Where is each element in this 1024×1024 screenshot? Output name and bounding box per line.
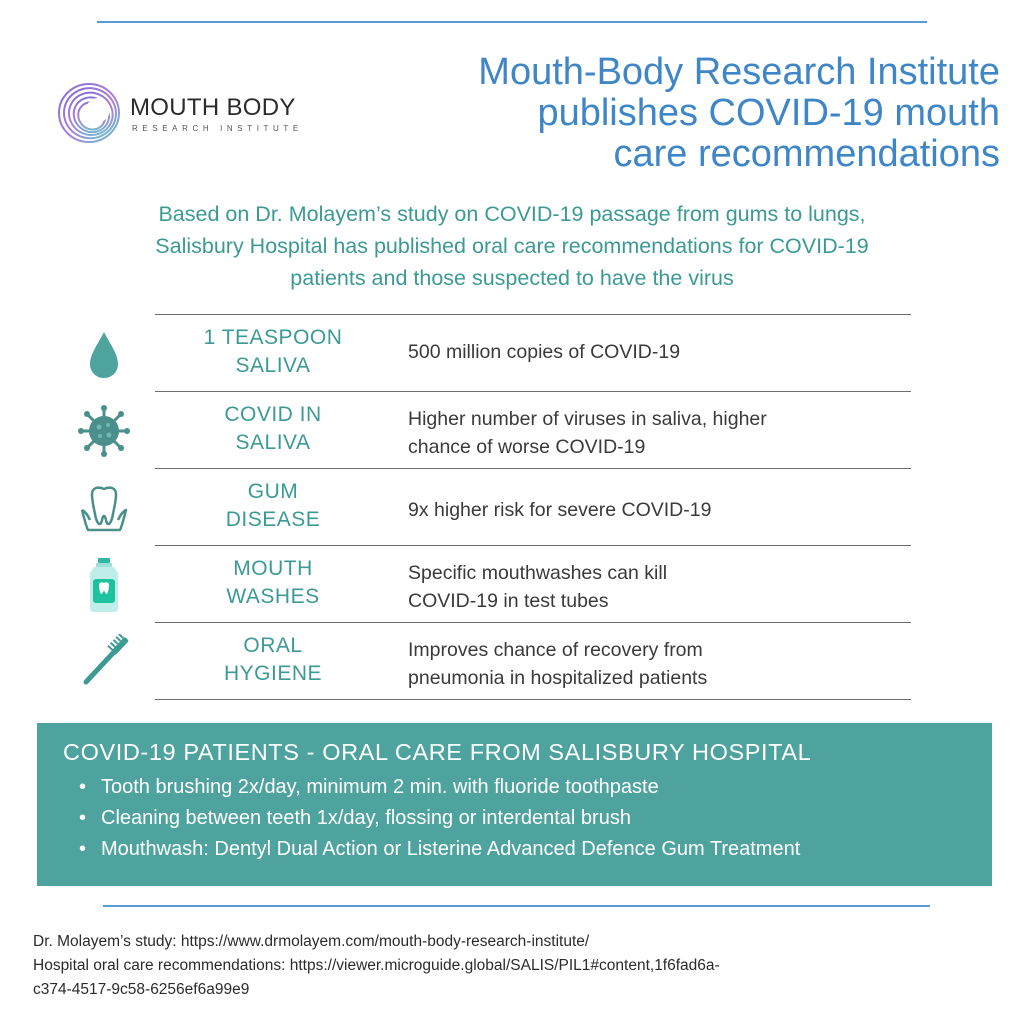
row-divider <box>155 314 911 315</box>
fact-description-line: Specific mouthwashes can kill <box>408 562 668 584</box>
care-list-item: • Tooth brushing 2x/day, minimum 2 min. with fluoride toothpaste <box>63 772 992 803</box>
references <box>33 930 993 1002</box>
row-divider <box>155 545 911 546</box>
reference-line: Dr. Molayem’s study: https://www.drmolayem.com/mouth-body-research-institute/ <box>33 933 590 950</box>
tooth-gum-icon <box>76 480 132 536</box>
fact-label-line: MOUTH <box>233 557 313 580</box>
fact-description-line: 9x higher risk for severe COVID-19 <box>408 499 712 521</box>
logo-name: MOUTH BODY <box>130 94 296 121</box>
reference-line: Hospital oral care recommendations: https://viewer.microguide.global/SALIS/PIL1#content,1f6fad6a- <box>33 957 720 974</box>
fact-label <box>175 324 371 380</box>
fact-description-line: pneumonia in hospitalized patients <box>408 667 708 689</box>
fact-row <box>0 314 1024 391</box>
intro-text <box>30 198 994 294</box>
fact-label-line: SALIVA <box>235 354 311 377</box>
logo-swirl-icon <box>56 80 122 146</box>
intro-line: patients and those suspected to have the virus <box>290 266 734 290</box>
fact-label-line: ORAL <box>243 634 303 657</box>
droplet-icon <box>76 326 132 382</box>
fact-description-line: chance of worse COVID-19 <box>408 436 646 458</box>
fact-description-line: COVID-19 in test tubes <box>408 590 609 612</box>
fact-description <box>408 636 908 692</box>
headline <box>340 52 1000 175</box>
fact-row <box>0 391 1024 468</box>
fact-label-line: SALIVA <box>235 431 311 454</box>
fact-label-line: GUM <box>247 480 299 503</box>
toothbrush-icon <box>76 634 132 690</box>
row-divider <box>155 468 911 469</box>
fact-description-line: 500 million copies of COVID-19 <box>408 341 681 363</box>
fact-description <box>408 496 908 524</box>
fact-description <box>408 405 908 461</box>
headline-line: publishes COVID-19 mouth <box>537 92 1000 134</box>
fact-row <box>0 468 1024 545</box>
care-list-item: • Cleaning between teeth 1x/day, flossing or interdental brush <box>63 803 992 834</box>
fact-label <box>175 555 371 611</box>
fact-label-line: DISEASE <box>225 508 321 531</box>
fact-label-line: 1 TEASPOON <box>203 326 343 349</box>
headline-line: care recommendations <box>613 133 1000 175</box>
logo <box>56 80 326 144</box>
fact-description-line: Higher number of viruses in saliva, higher <box>408 408 767 430</box>
care-list-item: • Mouthwash: Dentyl Dual Action or Listerine Advanced Defence Gum Treatment <box>63 834 992 865</box>
care-panel <box>37 723 992 886</box>
row-divider <box>155 391 911 392</box>
intro-line: Based on Dr. Molayem’s study on COVID-19 passage from gums to lungs, <box>158 202 866 226</box>
top-divider <box>97 21 927 23</box>
fact-description <box>408 559 908 615</box>
fact-label-line: COVID IN <box>224 403 322 426</box>
headline-line: Mouth-Body Research Institute <box>478 51 1000 93</box>
fact-description-line: Improves chance of recovery from <box>408 639 703 661</box>
row-divider <box>155 699 911 700</box>
virus-icon <box>76 403 132 459</box>
fact-label <box>175 401 371 457</box>
fact-row <box>0 545 1024 622</box>
care-list <box>63 772 992 865</box>
fact-label-line: HYGIENE <box>223 662 323 685</box>
care-title: COVID-19 PATIENTS - ORAL CARE FROM SALISBURY HOSPITAL <box>63 739 812 765</box>
fact-row <box>0 622 1024 699</box>
mouthwash-bottle-icon <box>76 557 132 613</box>
fact-label <box>175 478 371 534</box>
fact-description <box>408 338 908 366</box>
row-divider <box>155 622 911 623</box>
intro-line: Salisbury Hospital has published oral care recommendations for COVID-19 <box>155 234 869 258</box>
fact-label-line: WASHES <box>226 585 320 608</box>
fact-label <box>175 632 371 688</box>
reference-line: c374-4517-9c58-6256ef6a99e9 <box>33 981 250 998</box>
logo-subtitle: RESEARCH INSTITUTE <box>132 124 303 133</box>
bottom-divider <box>103 905 930 907</box>
